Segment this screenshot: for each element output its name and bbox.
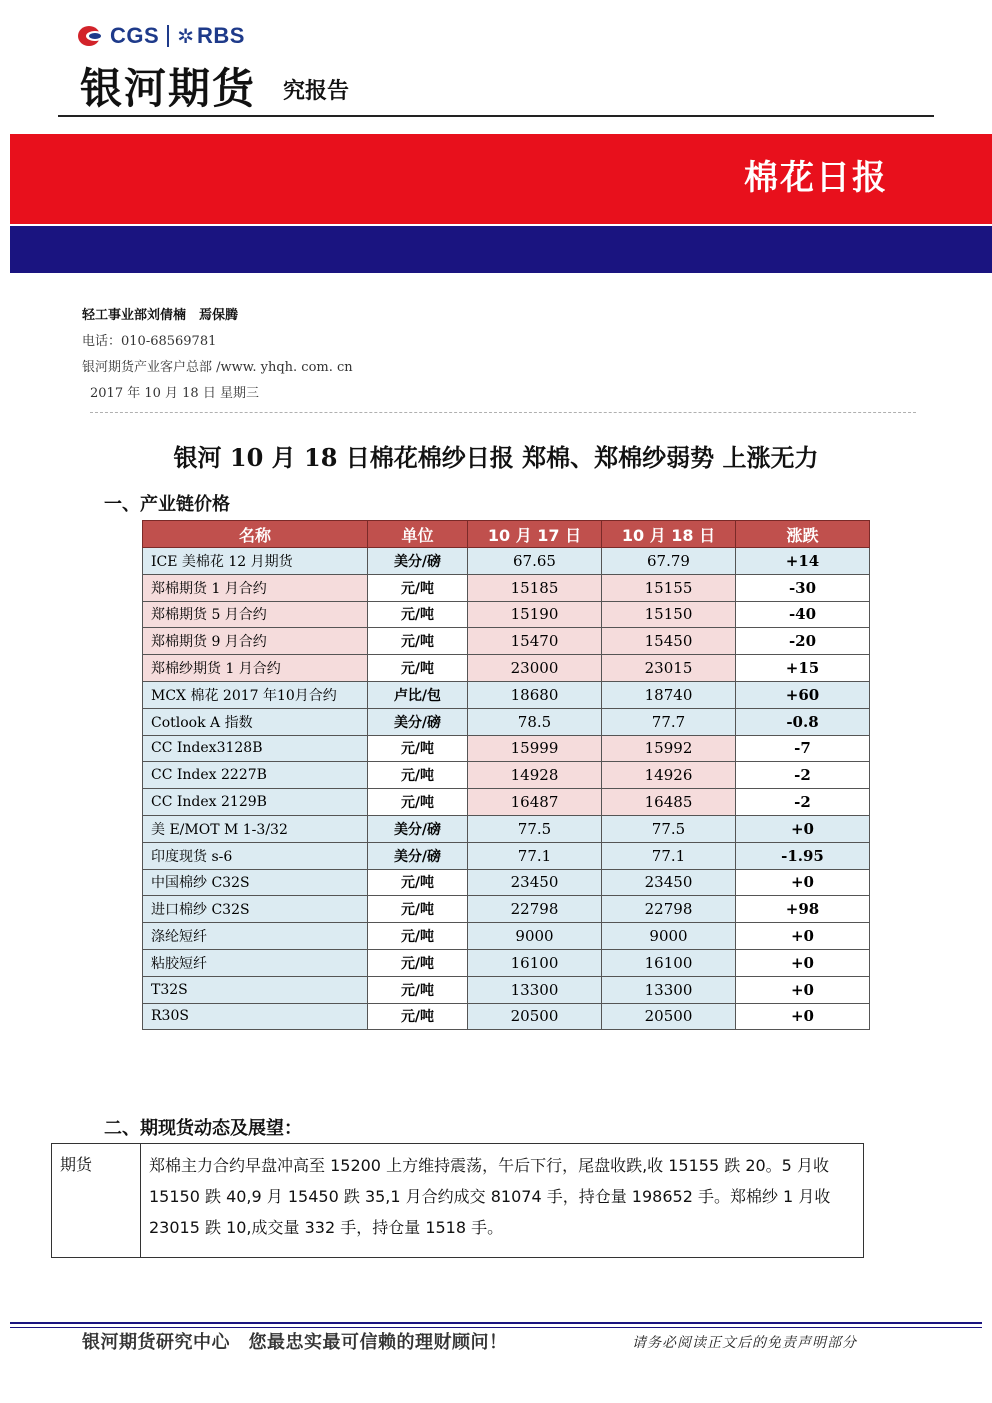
cell-oct18: 77.5	[602, 815, 736, 842]
cell-oct18: 16100	[602, 949, 736, 976]
footer-divider	[10, 1322, 982, 1324]
cell-unit: 美分/磅	[368, 815, 468, 842]
report-type: 究报告	[283, 79, 350, 104]
brand-name: 银河期货	[80, 64, 257, 113]
cell-change: -20	[736, 628, 870, 655]
futures-label: 期货	[52, 1144, 141, 1258]
table-row	[143, 842, 870, 869]
cell-name: 郑棉期货 5 月合约	[143, 601, 368, 628]
cell-oct18: 67.79	[602, 548, 736, 575]
cell-name: 粘胶短纤	[143, 949, 368, 976]
table-row	[143, 681, 870, 708]
futures-commentary	[51, 1143, 864, 1258]
cell-name: 郑棉纱期货 1 月合约	[143, 655, 368, 682]
logo	[78, 22, 245, 50]
cell-unit: 元/吨	[368, 601, 468, 628]
cell-change: +98	[736, 896, 870, 923]
cell-oct17: 20500	[468, 1003, 602, 1030]
table-header-row	[143, 521, 870, 548]
table-row	[143, 655, 870, 682]
cell-name: R30S	[143, 1003, 368, 1030]
cell-name: CC Index 2129B	[143, 789, 368, 816]
table-row	[143, 574, 870, 601]
cell-change: -40	[736, 601, 870, 628]
title-band-blue	[10, 226, 992, 273]
cell-unit: 美分/磅	[368, 708, 468, 735]
website: 银河期货产业客户总部 /www. yhqh. com. cn	[82, 360, 353, 375]
dashed-divider	[90, 412, 916, 413]
cell-oct17: 15185	[468, 574, 602, 601]
cell-oct18: 77.1	[602, 842, 736, 869]
cell-unit: 元/吨	[368, 789, 468, 816]
column-header-name: 名称	[143, 521, 368, 548]
cell-oct18: 18740	[602, 681, 736, 708]
cell-change: +0	[736, 815, 870, 842]
cell-unit: 元/吨	[368, 949, 468, 976]
cell-name: 进口棉纱 C32S	[143, 896, 368, 923]
cell-oct18: 23015	[602, 655, 736, 682]
cell-oct18: 13300	[602, 976, 736, 1003]
authors: 轻工事业部刘倩楠 焉保腾	[82, 308, 239, 323]
cell-unit: 元/吨	[368, 735, 468, 762]
cell-unit: 元/吨	[368, 628, 468, 655]
cell-name: CC Index3128B	[143, 735, 368, 762]
cgs-logo-icon	[78, 25, 106, 47]
cell-unit: 元/吨	[368, 976, 468, 1003]
cell-unit: 元/吨	[368, 762, 468, 789]
cell-oct18: 9000	[602, 923, 736, 950]
cell-oct18: 77.7	[602, 708, 736, 735]
cell-oct18: 15992	[602, 735, 736, 762]
price-table	[142, 520, 870, 1030]
cell-name: 郑棉期货 1 月合约	[143, 574, 368, 601]
cell-unit: 元/吨	[368, 923, 468, 950]
cell-name: 印度现货 s-6	[143, 842, 368, 869]
report-date: 2017 年 10 月 18 日 星期三	[90, 386, 259, 401]
logo-cgs-text: CGS	[110, 23, 160, 48]
cell-unit: 元/吨	[368, 869, 468, 896]
table-row	[143, 735, 870, 762]
cell-oct17: 23000	[468, 655, 602, 682]
logo-separator	[167, 25, 169, 47]
cell-name: MCX 棉花 2017 年10月合约	[143, 681, 368, 708]
cell-oct17: 23450	[468, 869, 602, 896]
cell-name: CC Index 2227B	[143, 762, 368, 789]
futures-row	[52, 1144, 864, 1258]
cell-unit: 元/吨	[368, 896, 468, 923]
table-row	[143, 869, 870, 896]
cell-name: 涤纶短纤	[143, 923, 368, 950]
column-header-change: 涨跌	[736, 521, 870, 548]
cell-oct17: 15999	[468, 735, 602, 762]
phone: 电话：010-68569781	[82, 334, 217, 349]
rbs-logo-icon: ✲	[177, 24, 194, 48]
cell-name: 中国棉纱 C32S	[143, 869, 368, 896]
cell-unit: 美分/磅	[368, 842, 468, 869]
footer-disclaimer: 请务必阅读正文后的免责声明部分	[632, 1335, 857, 1351]
cell-change: +0	[736, 1003, 870, 1030]
cell-unit: 美分/磅	[368, 548, 468, 575]
logo-rbs-text: RBS	[196, 23, 245, 48]
column-header-oct17: 10 月 17 日	[468, 521, 602, 548]
cell-unit: 元/吨	[368, 574, 468, 601]
section-1-title: 一、产业链价格	[104, 494, 230, 515]
table-row	[143, 1003, 870, 1030]
cell-oct17: 14928	[468, 762, 602, 789]
cell-change: +14	[736, 548, 870, 575]
cell-unit: 元/吨	[368, 1003, 468, 1030]
cell-change: +0	[736, 923, 870, 950]
cell-unit: 卢比/包	[368, 681, 468, 708]
cell-change: +0	[736, 869, 870, 896]
table-row	[143, 976, 870, 1003]
table-row	[143, 628, 870, 655]
cell-oct18: 15150	[602, 601, 736, 628]
cell-unit: 元/吨	[368, 655, 468, 682]
cell-oct17: 18680	[468, 681, 602, 708]
table-row	[143, 789, 870, 816]
cell-name: Cotlook A 指数	[143, 708, 368, 735]
cell-change: +0	[736, 976, 870, 1003]
cell-change: -2	[736, 762, 870, 789]
cell-oct17: 16487	[468, 789, 602, 816]
cell-name: 郑棉期货 9 月合约	[143, 628, 368, 655]
cell-oct17: 13300	[468, 976, 602, 1003]
table-row	[143, 896, 870, 923]
cell-change: -1.95	[736, 842, 870, 869]
cell-oct17: 22798	[468, 896, 602, 923]
section-2-title: 二、期现货动态及展望：	[104, 1118, 302, 1139]
futures-text: 郑棉主力合约早盘冲高至 15200 上方维持震荡，午后下行，尾盘收跌,收 15155 跌 20。5 月收 15150 跌 40,9 月 15450 跌 35,1 月合约成交 81074 手，持仓量 198652 手。郑棉纱 1 月收 23015 跌 10,成交量 332 手，持仓量 1518 手。	[141, 1144, 864, 1258]
cell-change: +0	[736, 949, 870, 976]
cell-change: -0.8	[736, 708, 870, 735]
cell-oct18: 15155	[602, 574, 736, 601]
table-row	[143, 949, 870, 976]
cell-oct18: 20500	[602, 1003, 736, 1030]
table-row	[143, 923, 870, 950]
table-row	[143, 548, 870, 575]
cell-change: +15	[736, 655, 870, 682]
cell-oct17: 78.5	[468, 708, 602, 735]
report-title: 棉花日报	[744, 158, 888, 198]
table-row	[143, 815, 870, 842]
cell-name: 美 E/MOT M 1-3/32	[143, 815, 368, 842]
cell-change: -2	[736, 789, 870, 816]
cell-oct18: 23450	[602, 869, 736, 896]
column-header-unit: 单位	[368, 521, 468, 548]
cell-oct17: 16100	[468, 949, 602, 976]
cell-oct18: 22798	[602, 896, 736, 923]
cell-name: ICE 美棉花 12 月期货	[143, 548, 368, 575]
cell-oct18: 14926	[602, 762, 736, 789]
table-row	[143, 708, 870, 735]
table-row	[143, 762, 870, 789]
cell-oct17: 15470	[468, 628, 602, 655]
cell-oct17: 77.1	[468, 842, 602, 869]
table-row	[143, 601, 870, 628]
footer-slogan: 银河期货研究中心 您最忠实最可信赖的理财顾问！	[82, 1332, 508, 1353]
headline: 银河 10 月 18 日棉花棉纱日报 郑棉、郑棉纱弱势 上涨无力	[173, 443, 819, 472]
cell-oct17: 9000	[468, 923, 602, 950]
cell-change: -7	[736, 735, 870, 762]
cell-oct17: 67.65	[468, 548, 602, 575]
column-header-oct18: 10 月 18 日	[602, 521, 736, 548]
cell-name: T32S	[143, 976, 368, 1003]
cell-oct17: 15190	[468, 601, 602, 628]
cell-oct17: 77.5	[468, 815, 602, 842]
cell-change: -30	[736, 574, 870, 601]
cell-oct18: 15450	[602, 628, 736, 655]
cell-change: +60	[736, 681, 870, 708]
header-divider	[58, 115, 934, 117]
cell-oct18: 16485	[602, 789, 736, 816]
